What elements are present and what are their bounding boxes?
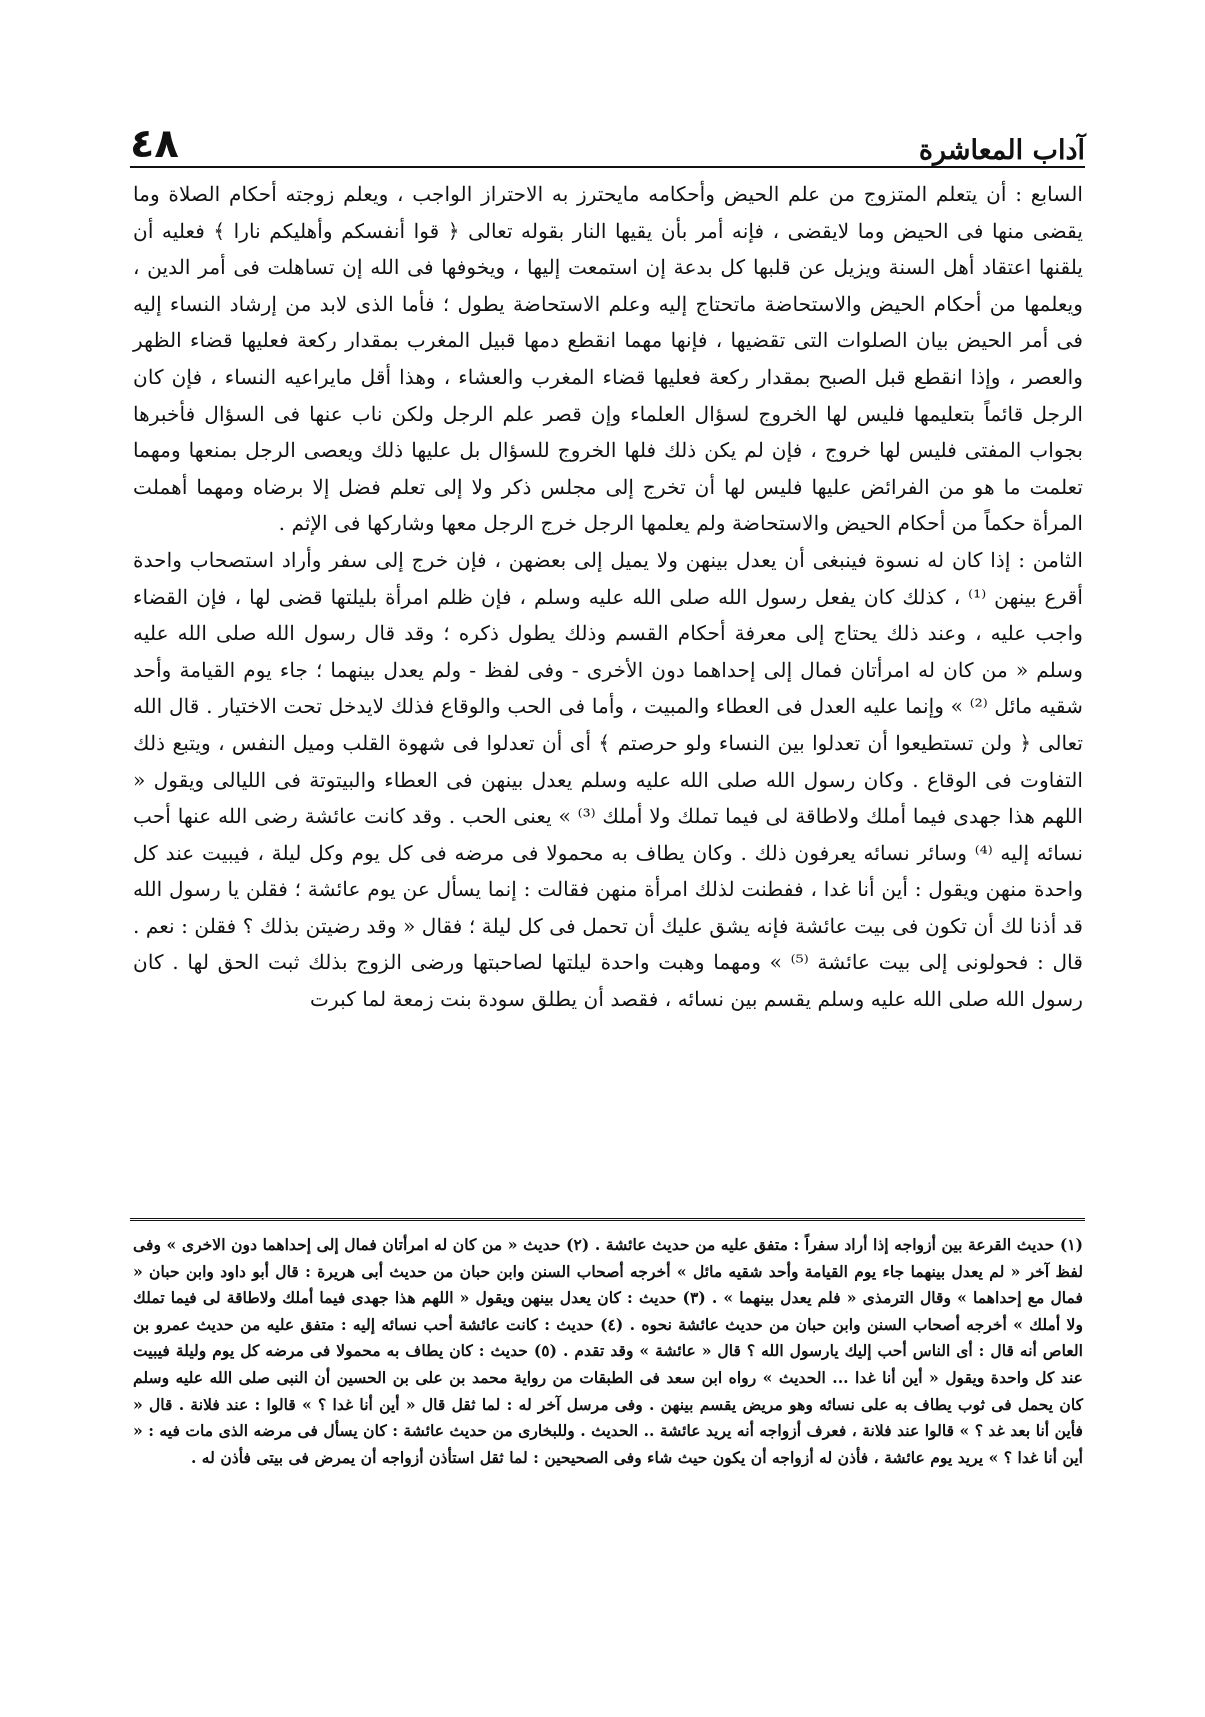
running-title: آداب المعاشرة bbox=[918, 135, 1085, 166]
paragraph-eighth: الثامن : إذا كان له نسوة فينبغى أن يعدل بينهن ولا يميل إلى بعضهن ، فإن خرج إلى سفر وأراد استصحاب واحدة أقرع بينهن ⁽¹⁾ ، كذلك كان يفعل رسول الله صلى الله عليه وسلم ، فإن ظلم امرأة بليلتها قضى لها ، فإن القضاء واجب عليه ، وعند ذلك يحتاج إلى معرفة أحكام القسم وذلك يطول ذكره ؛ وقد قال رسول الله صلى الله عليه وسلم « من كان له امرأتان فمال إلى إحداهما دون الأخرى - وفى لفظ - ولم يعدل بينهما ؛ جاء يوم القيامة وأحد شقيه مائل ⁽²⁾ » وإنما عليه العدل فى العطاء والمبيت ، وأما فى الحب والوقاع فذلك لايدخل تحت الاختيار . قال الله تعالى ﴿ ولن تستطيعوا أن تعدلوا بين النساء ولو حرصتم ﴾ أى أن تعدلوا فى شهوة القلب وميل النفس ، ويتبع ذلك التفاوت فى الوقاع . وكان رسول الله صلى الله عليه وسلم يعدل بينهن فى العطاء والبيتوتة فى الليالى ويقول « اللهم هذا جهدى فيما أملك ولاطاقة لى فيما تملك ولا أملك ⁽³⁾ » يعنى الحب . وقد كانت عائشة رضى الله عنها أحب نسائه إليه ⁽⁴⁾ وسائر نسائه يعرفون ذلك . وكان يطاف به محمولا فى مرضه فى كل يوم وكل ليلة ، فيبيت عند كل واحدة منهن ويقول : أين أنا غدا ، ففطنت لذلك امرأة منهن فقالت : إنما يسأل عن يوم عائشة ؛ فقلن يا رسول الله قد أذنا لك أن تكون فى بيت عائشة فإنه يشق عليك أن تحمل فى كل ليلة ؛ فقال « وقد رضيتن بذلك ؟ فقلن : نعم . قال : فحولونى إلى بيت عائشة ⁽⁵⁾ » ومهما وهبت واحدة ليلتها لصاحبتها ورضى الزوج بذلك ثبت الحق لها . كان رسول الله صلى الله عليه وسلم يقسم بين نسائه ، فقصد أن يطلق سودة بنت زمعة لما كبرت bbox=[133, 547, 1084, 1012]
paragraph-seventh: السابع : أن يتعلم المتزوج من علم الحيض وأحكامه مايحترز به الاحتراز الواجب ، ويعلم زوجته أحكام الصلاة وما يقضى منها فى الحيض وما لايقضى ، فإنه أمر بأن يقيها النار بقوله تعالى ﴿ قوا أنفسكم وأهليكم نارا ﴾ فعليه أن يلقنها اعتقاد أهل السنة ويزيل عن قلبها كل بدعة إن استمعت إليها ، ويخوفها فى الله إن تساهلت فى أمر الدين ، ويعلمها من أحكام الحيض والاستحاضة ماتحتاج إليه وعلم الاستحاضة يطول ؛ فأما الذى لابد من إرشاد النساء إليه فى أمر الحيض بيان الصلوات التى تقضيها ، فإنها مهما انقطع دمها قبيل المغرب بمقدار ركعة فعليها قضاء الظهر والعصر ، وإذا انقطع قبل الصبح بمقدار ركعة فعليها قضاء المغرب والعشاء ، وهذا أقل مايراعيه النساء ، فإن كان الرجل قائماً بتعليمها فليس لها الخروج لسؤال العلماء وإن قصر علم الرجل ولكن ناب عنها فى السؤال فأخبرها بجواب المفتى فليس لها خروج ، فإن لم يكن ذلك فلها الخروج للسؤال بل عليها ذلك ويعصى الرجل بمنعها ومهما تعلمت ما هو من الفرائض عليها فليس لها أن تخرج إلى مجلس ذكر ولا إلى تعلم فضل إلا برضاه ومهما أهملت المرأة حكماً من أحكام الحيض والاستحاضة ولم يعلمها الرجل خرج الرجل معها وشاركها فى الإثم . bbox=[133, 182, 1083, 536]
footnote-block: (١) حديث القرعة بين أزواجه إذا أراد سفراً : متفق عليه من حديث عائشة . (٢) حديث « من كان له امرأتان فمال إلى إحداهما دون الاخرى » وفى لفظ آخر « لم يعدل بينهما جاء يوم القيامة وأحد شقيه مائل » أخرجه أصحاب السنن وابن حبان من حديث أبى هريرة : قال أبو داود وابن حبان « فمال مع إحداهما » وقال الترمذى « فلم يعدل بينهما » . (٣) حديث : كان يعدل بينهن ويقول « اللهم هذا جهدى فيما أملك ولاطاقة لى فيما تملك ولا أملك » أخرجه أصحاب السنن وابن حبان من حديث عائشة نحوه . (٤) حديث : كانت عائشة أحب نسائه إليه : متفق عليه من حديث عمرو بن العاص أنه قال : أى الناس أحب إليك يارسول الله ؟ قال « عائشة » وقد تقدم . (٥) حديث : كان يطاف به محمولا فى مرضه كل يوم وليلة فيبيت عند كل واحدة ويقول « أين أنا غدا ... الحديث » رواه ابن سعد فى الطبقات من رواية محمد بن على بن الحسين أن النبى صلى الله عليه وسلم كان يحمل فى ثوب يطاف به على نسائه وهو مريض يقسم بينهن . وفى مرسل آخر له : لما ثقل قال « أين أنا غدا ؟ » قالوا : عند فلانة . قال « فأين أنا بعد غد ؟ » قالوا عند فلانة ، فعرف أزواجه أنه يريد عائشة .. الحديث . وللبخارى من حديث عائشة : كان يسأل فى مرضه الذى مات فيه : « أين أنا غدا ؟ » يريد يوم عائشة ، فأذن له أزواجه أن يكون حيث شاء وفى الصحيحين : لما ثقل استأذن أزواجه أن يمرض فى بيتى فأذن له . bbox=[133, 1235, 1084, 1467]
page-header bbox=[130, 118, 1085, 167]
footnote-divider bbox=[130, 1218, 1085, 1221]
page-number: ٤٨ bbox=[130, 121, 179, 167]
main-text bbox=[133, 176, 1083, 1018]
footnotes bbox=[133, 1232, 1083, 1471]
header-divider bbox=[130, 166, 1085, 168]
